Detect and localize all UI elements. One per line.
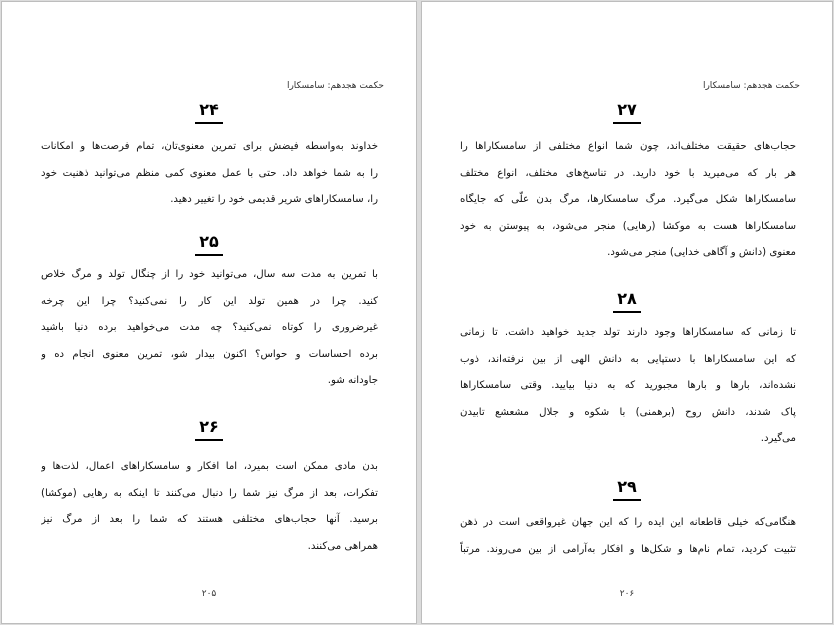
text-line: هر بار که می‌میرید با خود دارید. در تناسخ‌های مختلف، انواع مختلف [460, 167, 796, 179]
text-line: تفکرات، بعد از مرگ نیز شما را دنبال می‌کنند تا اینکه به رهایی (موکشا) [41, 487, 378, 499]
text-line: با تمرین به مدت سه سال، می‌توانید خود را از چنگال تولد و مرگ خلاص [41, 269, 378, 280]
text-line: حجاب‌های حقیقت مختلف‌اند، چون شما انواع مختلفی از سامسکاراها را [460, 141, 796, 152]
text-line: خداوند به‌واسطه فیضش برای تمرین معنوی‌تان، تمام فرصت‌ها و امکانات [41, 141, 378, 152]
section-number-text: ۲۸ [617, 289, 637, 308]
running-head: حکمت هجدهم: سامسکارا [286, 81, 384, 91]
text-line: سامسکاراها شکل می‌گیرد. مرگ سامسکارها، مرگ بدن علّی که جایگاه [460, 194, 796, 206]
text-line: می‌گیرد. [760, 433, 796, 445]
paragraph [460, 134, 796, 267]
section-underline [613, 499, 641, 501]
text-line: معنوی (دانش و آگاهی خدایی) منجر می‌شود. [607, 247, 796, 259]
text-line: را، سامسکاراهای شریر قدیمی خود را تغییر دهید. [170, 194, 378, 206]
page-205 [1, 1, 417, 624]
section-underline [195, 439, 223, 441]
running-head: حکمت هجدهم: سامسکارا [702, 81, 800, 91]
text-line: همراهی می‌کنند. [307, 540, 378, 552]
page-206 [421, 1, 833, 624]
text-line: بدن مادی ممکن است بمیرد، اما افکار و سامسکاراهای اعمال، لذت‌ها و [41, 461, 378, 472]
section-underline [195, 122, 223, 124]
section-number [422, 289, 832, 313]
paragraph [460, 320, 796, 453]
section-number-text: ۲۷ [617, 100, 637, 119]
section-number [2, 417, 416, 441]
page-number: ۲۰۶ [619, 589, 635, 599]
section-number-text: ۲۹ [617, 477, 637, 496]
text-line: برسید. آنها حجاب‌های مختلفی هستند که شما را بعد از مرگ نیز [41, 514, 378, 526]
text-line: جاودانه شو. [327, 375, 378, 387]
text-line: کنید. چرا در همین تولد این کار را نمی‌کنید؟ چرا این چرخه [41, 295, 378, 307]
text-line: را به شما خواهد داد. حتی با عمل معنوی کمی منظم می‌توانید ذهنیت خود [41, 167, 378, 179]
section-number-text: ۲۵ [199, 232, 219, 251]
text-line: نشده‌اند، بارها و بارها مجبورید که به دنیا بیایید. وقتی سامسکاراها [460, 380, 796, 392]
text-line: پاک شدند، دانش روح (برهمنی) با شکوه و جلال مشعشع تابیدن [460, 406, 796, 418]
section-underline [613, 122, 641, 124]
section-number [422, 477, 832, 501]
text-line: تا زمانی که سامسکاراها وجود دارند تولد جدید خواهید داشت. تا زمانی [460, 327, 796, 338]
section-number [422, 100, 832, 124]
section-number [2, 100, 416, 124]
section-underline [195, 254, 223, 256]
section-number-text: ۲۶ [199, 417, 219, 436]
paragraph [460, 510, 796, 563]
page-number: ۲۰۵ [201, 589, 217, 599]
section-underline [613, 311, 641, 313]
section-number [2, 232, 416, 256]
text-line: غیرضروری را کوتاه نمی‌کنید؟ چه مدت می‌خواهید برده دنیا باشید [41, 322, 378, 334]
text-line: برده احساسات و حواس؟ اکنون بیدار شو، تمرین معنوی انجام ده و [41, 348, 378, 360]
text-line: سامسکاراها هست به موکشا (رهایی) منجر می‌شود، به پیوستن به خود [460, 220, 796, 232]
paragraph [41, 454, 378, 560]
text-line: تثبیت کردید، تمام نام‌ها و شکل‌ها و افکار به‌آرامی از بین می‌روند. مرتباً [460, 543, 796, 555]
text-line: هنگامی‌که خیلی قاطعانه این ایده را که این جهان غیرواقعی است در ذهن [460, 517, 796, 528]
paragraph [41, 262, 378, 395]
section-number-text: ۲۴ [199, 100, 219, 119]
paragraph [41, 134, 378, 214]
text-line: که این سامسکاراها با دستپایی به دانش الهی از بین نرفته‌اند، ذوب [460, 353, 796, 365]
